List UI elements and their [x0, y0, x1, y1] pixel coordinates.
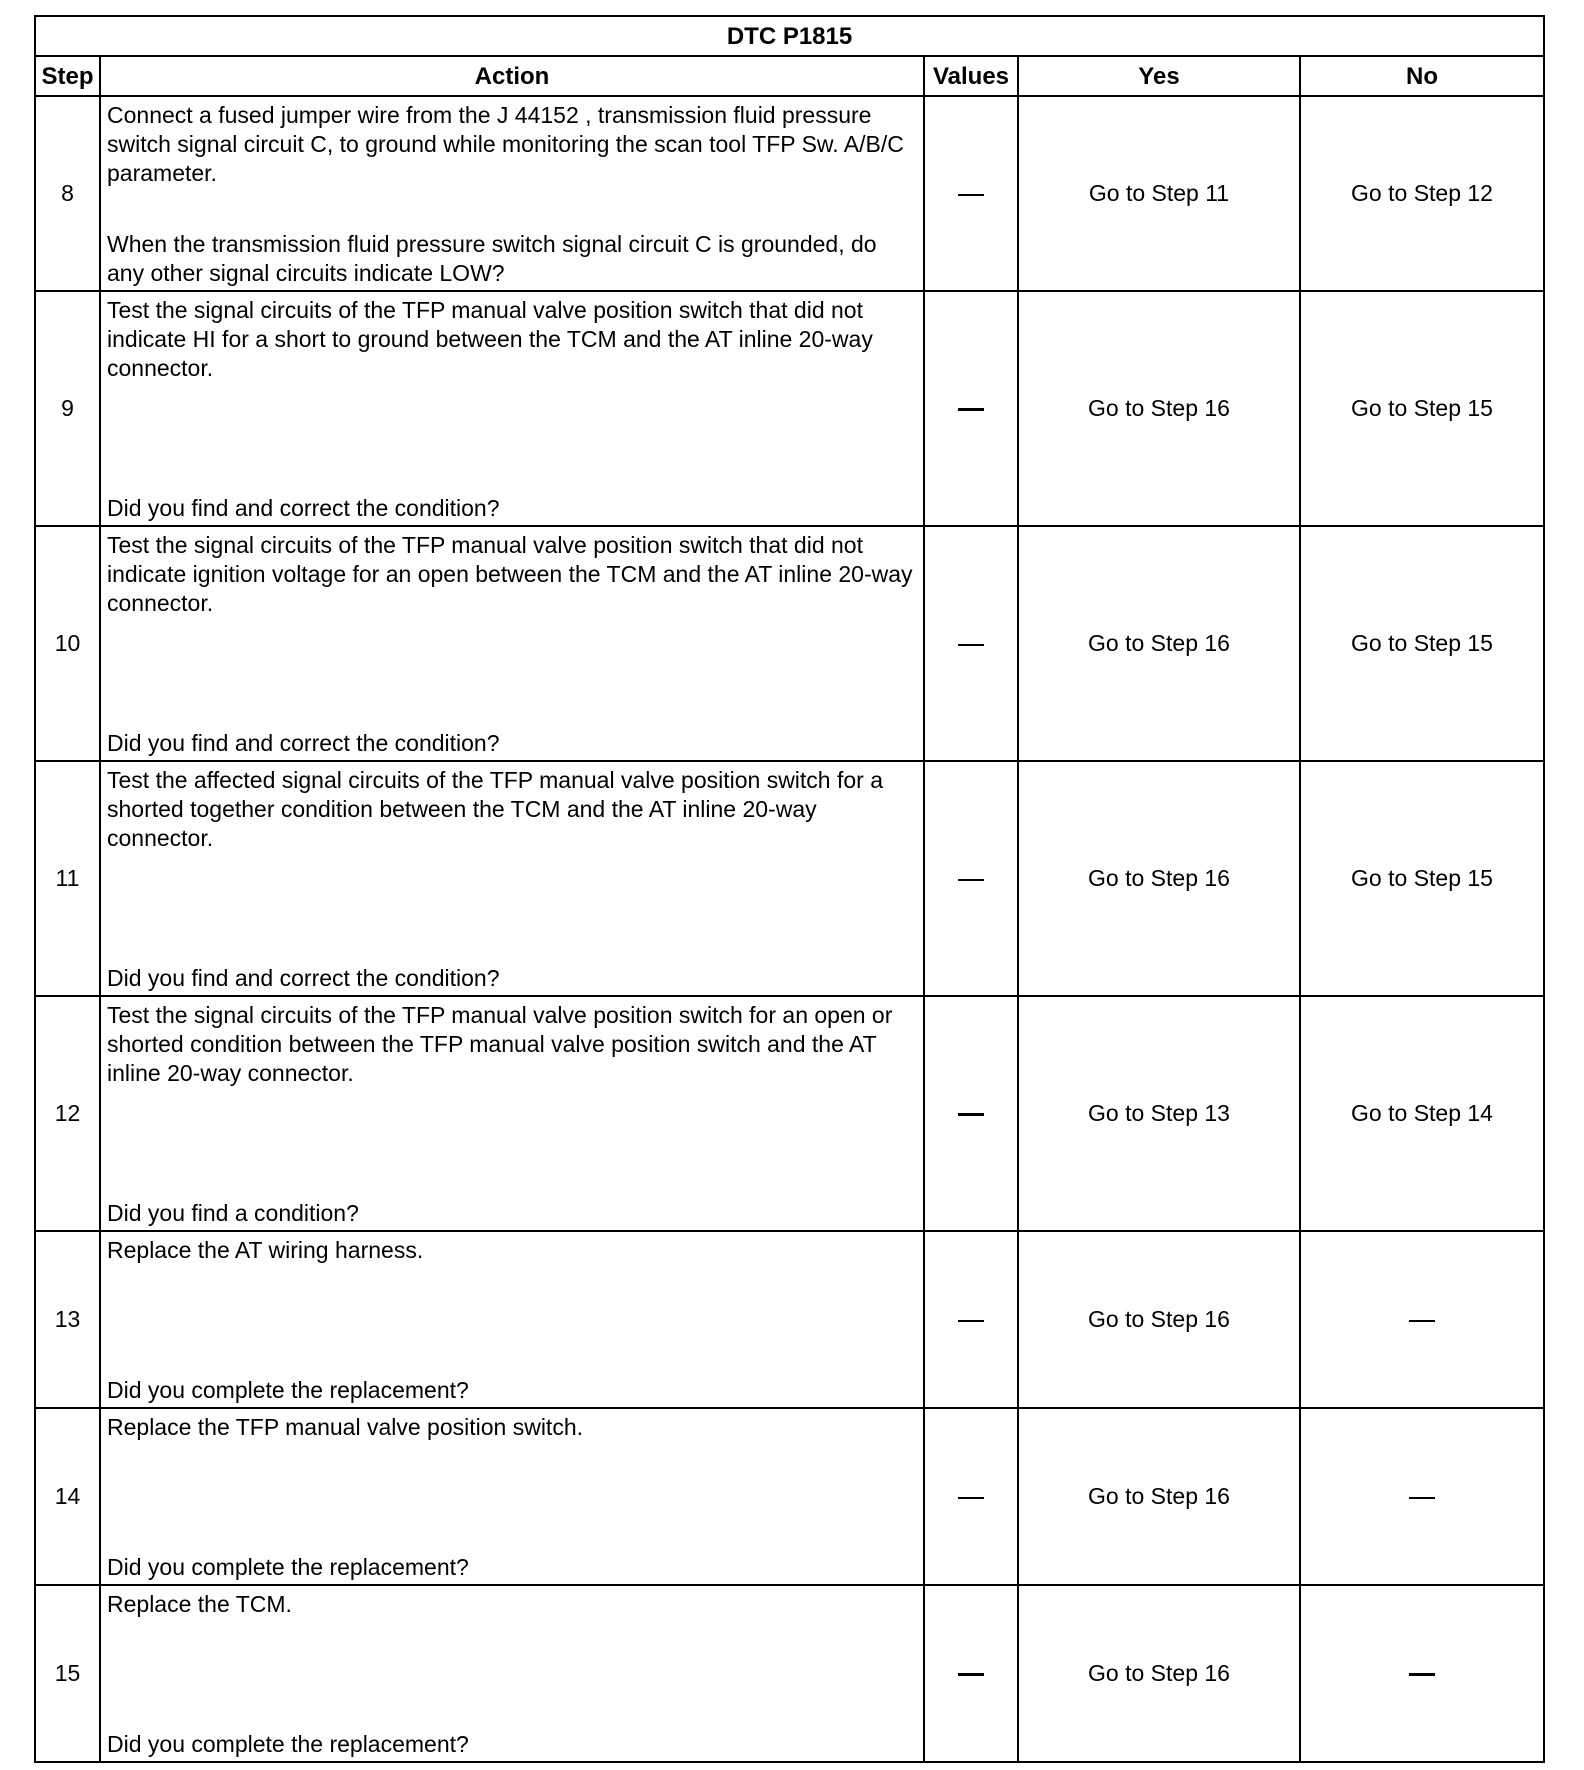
action-cell [100, 1585, 924, 1762]
action-text: Test the signal circuits of the TFP manual valve position switch that did not indicate HI for a short to ground between the TCM and the AT inline 20-way connector. [107, 297, 873, 381]
header-row [35, 56, 1544, 96]
step-number: 13 [35, 1231, 100, 1408]
values-cell [924, 291, 1018, 526]
action-text: Connect a fused jumper wire from the J 44152 , transmission fluid pressure switch signal circuit C, to ground while monitoring the scan tool TFP Sw. A/B/C parameter. [107, 102, 904, 186]
action-cell [100, 526, 924, 761]
values-cell [924, 526, 1018, 761]
action-text: Test the affected signal circuits of the TFP manual valve position switch for a shorted together condition between the TCM and the AT inline 20-way connector. [107, 767, 884, 851]
no-dash [1409, 1497, 1435, 1499]
action-question: Did you complete the replacement? [107, 1377, 469, 1403]
action-question: Did you find and correct the condition? [107, 965, 500, 991]
header-action: Action [100, 56, 924, 96]
header-step: Step [35, 56, 100, 96]
yes-cell: Go to Step 16 [1018, 1585, 1300, 1762]
step-number: 8 [35, 96, 100, 291]
values-dash [958, 1497, 984, 1499]
action-cell [100, 996, 924, 1231]
values-dash [958, 1113, 984, 1116]
table-title: DTC P1815 [35, 16, 1544, 56]
action-question: Did you complete the replacement? [107, 1554, 469, 1580]
no-dash [1409, 1673, 1435, 1676]
step-number: 10 [35, 526, 100, 761]
values-dash [958, 1673, 984, 1676]
action-text: Test the signal circuits of the TFP manual valve position switch that did not indicate ignition voltage for an open between the TCM and the AT inline 20-way connector. [107, 532, 913, 616]
no-cell [1300, 1231, 1544, 1408]
values-dash [958, 1320, 984, 1322]
no-cell: Go to Step 12 [1300, 96, 1544, 291]
no-dash [1409, 1320, 1435, 1322]
action-question: Did you find and correct the condition? [107, 495, 500, 521]
action-cell [100, 1231, 924, 1408]
values-dash [958, 408, 984, 411]
step-number: 14 [35, 1408, 100, 1585]
table-row [35, 1231, 1544, 1408]
action-question: Did you find a condition? [107, 1200, 359, 1226]
action-text: Replace the AT wiring harness. [107, 1237, 424, 1263]
no-cell: Go to Step 15 [1300, 761, 1544, 996]
yes-cell: Go to Step 11 [1018, 96, 1300, 291]
action-question: When the transmission fluid pressure switch signal circuit C is grounded, do any other signal circuits indicate LOW? [107, 231, 877, 286]
values-cell [924, 1585, 1018, 1762]
action-text: Replace the TFP manual valve position switch. [107, 1414, 584, 1440]
action-question: Did you find and correct the condition? [107, 730, 500, 756]
table-row [35, 761, 1544, 996]
values-cell [924, 761, 1018, 996]
values-cell [924, 1408, 1018, 1585]
yes-cell: Go to Step 16 [1018, 291, 1300, 526]
values-dash [958, 879, 984, 881]
header-values: Values [924, 56, 1018, 96]
table-row [35, 1408, 1544, 1585]
values-cell [924, 96, 1018, 291]
yes-cell: Go to Step 16 [1018, 1408, 1300, 1585]
action-question: Did you complete the replacement? [107, 1731, 469, 1757]
action-cell [100, 96, 924, 291]
yes-cell: Go to Step 16 [1018, 761, 1300, 996]
step-number: 15 [35, 1585, 100, 1762]
step-number: 9 [35, 291, 100, 526]
action-cell [100, 1408, 924, 1585]
header-no: No [1300, 56, 1544, 96]
action-cell [100, 761, 924, 996]
table-row [35, 96, 1544, 291]
action-text: Replace the TCM. [107, 1591, 292, 1617]
no-cell: Go to Step 15 [1300, 291, 1544, 526]
values-dash [958, 644, 984, 646]
no-cell [1300, 1585, 1544, 1762]
action-text: Test the signal circuits of the TFP manual valve position switch for an open or shorted condition between the TFP manual valve position switch and the AT inline 20-way connector. [107, 1002, 893, 1086]
no-cell: Go to Step 15 [1300, 526, 1544, 761]
yes-cell: Go to Step 16 [1018, 1231, 1300, 1408]
table-row [35, 1585, 1544, 1762]
title-row [35, 16, 1544, 56]
no-cell [1300, 1408, 1544, 1585]
no-cell: Go to Step 14 [1300, 996, 1544, 1231]
table-row [35, 526, 1544, 761]
dtc-table [34, 15, 1545, 1763]
yes-cell: Go to Step 13 [1018, 996, 1300, 1231]
values-dash [958, 194, 984, 196]
action-cell [100, 291, 924, 526]
table-row [35, 291, 1544, 526]
values-cell [924, 1231, 1018, 1408]
values-cell [924, 996, 1018, 1231]
header-yes: Yes [1018, 56, 1300, 96]
table-row [35, 996, 1544, 1231]
yes-cell: Go to Step 16 [1018, 526, 1300, 761]
step-number: 11 [35, 761, 100, 996]
step-number: 12 [35, 996, 100, 1231]
